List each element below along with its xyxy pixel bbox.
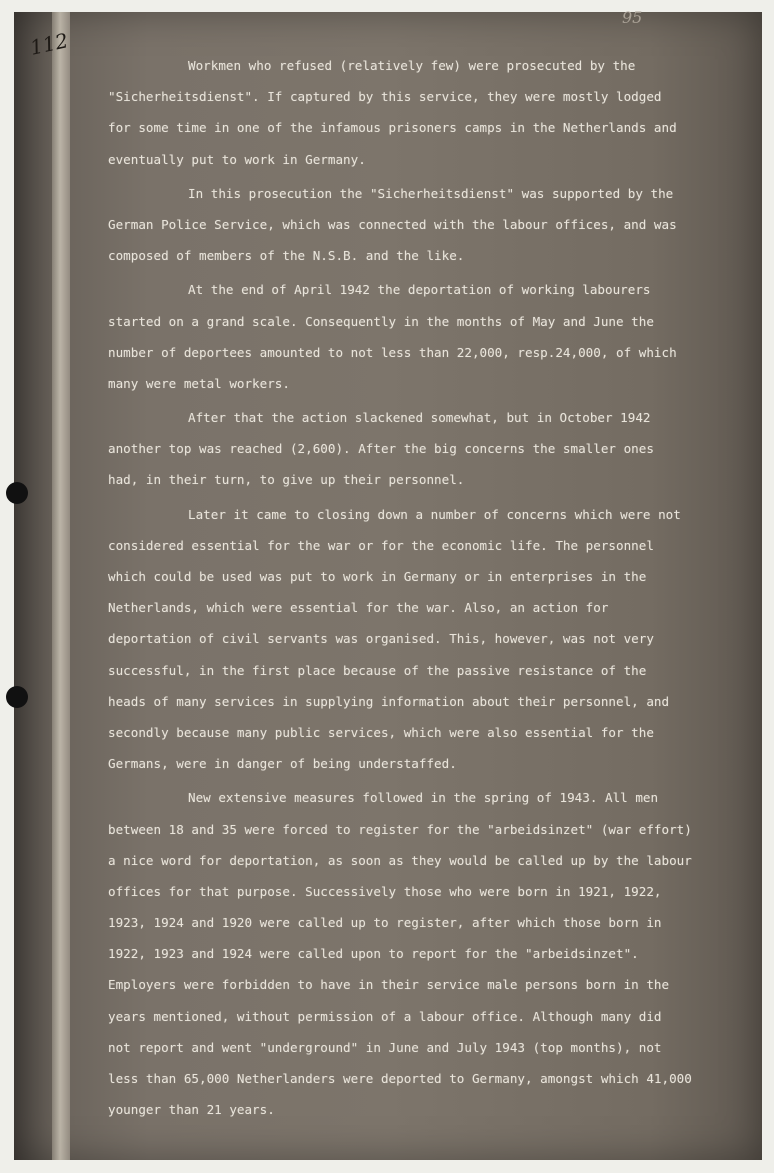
text-line: a nice word for deportation, as soon as they would be called up by the labour xyxy=(108,852,692,868)
text-line: composed of members of the N.S.B. and the like. xyxy=(108,248,465,264)
text-line: At the end of April 1942 the deportation of working labourers xyxy=(188,282,651,298)
text-line: another top was reached (2,600). After the big concerns the smaller ones xyxy=(108,441,654,457)
faint-folio-number: 95 xyxy=(622,8,643,27)
text-line: offices for that purpose. Successively those who were born in 1921, 1922, xyxy=(108,883,662,899)
paper-fold-strip xyxy=(52,12,70,1160)
text-line: not report and went "underground" in June and July 1943 (top months), not xyxy=(108,1039,662,1055)
text-line: deportation of civil servants was organised. This, however, was not very xyxy=(108,631,654,647)
text-line: "Sicherheitsdienst". If captured by this service, they were mostly lodged xyxy=(108,89,662,105)
text-line: had, in their turn, to give up their personnel. xyxy=(108,472,465,488)
text-line: years mentioned, without permission of a labour office. Although many did xyxy=(108,1008,662,1024)
text-line: secondly because many public services, which were also essential for the xyxy=(108,724,654,740)
punch-hole-lower xyxy=(6,686,28,708)
text-line: 1923, 1924 and 1920 were called up to register, after which those born in xyxy=(108,915,662,931)
text-line: successful, in the first place because of the passive resistance of the xyxy=(108,662,647,678)
paragraph xyxy=(108,782,728,1125)
text-line: Germans, were in danger of being understaffed. xyxy=(108,756,457,772)
paragraph xyxy=(108,274,728,399)
text-line: Employers were forbidden to have in their service male persons born in the xyxy=(108,977,670,993)
punch-hole-upper xyxy=(6,482,28,504)
text-line: considered essential for the war or for the economic life. The personnel xyxy=(108,537,654,553)
text-line: After that the action slackened somewhat, but in October 1942 xyxy=(188,410,651,426)
handwritten-page-number: 112 xyxy=(27,28,71,60)
text-line: German Police Service, which was connected with the labour offices, and was xyxy=(108,216,677,232)
typed-text-body xyxy=(108,50,728,1125)
paragraph xyxy=(108,499,728,780)
paragraph xyxy=(108,178,728,272)
text-line: eventually put to work in Germany. xyxy=(108,151,366,167)
paragraph xyxy=(108,50,728,175)
text-line: In this prosecution the "Sicherheitsdienst" was supported by the xyxy=(188,185,674,201)
text-line: heads of many services in supplying information about their personnel, and xyxy=(108,693,670,709)
text-line: 1922, 1923 and 1924 were called upon to report for the "arbeidsinzet". xyxy=(108,946,639,962)
text-line: Netherlands, which were essential for the war. Also, an action for xyxy=(108,600,609,616)
text-line: which could be used was put to work in Germany or in enterprises in the xyxy=(108,569,647,584)
text-line: between 18 and 35 were forced to register for the "arbeidsinzet" (war effort) xyxy=(108,821,692,837)
text-line: less than 65,000 Netherlanders were deported to Germany, amongst which 41,000 xyxy=(108,1071,692,1086)
text-line: started on a grand scale. Consequently in the months of May and June the xyxy=(108,313,654,329)
paragraph xyxy=(108,402,728,496)
text-line: Later it came to closing down a number of concerns which were not xyxy=(188,506,681,522)
text-line: New extensive measures followed in the spring of 1943. All men xyxy=(188,790,659,806)
text-line: for some time in one of the infamous prisoners camps in the Netherlands and xyxy=(108,120,677,136)
text-line: younger than 21 years. xyxy=(108,1102,275,1118)
text-line: number of deportees amounted to not less than 22,000, resp.24,000, of which xyxy=(108,344,677,360)
text-line: many were metal workers. xyxy=(108,375,290,391)
text-line: Workmen who refused (relatively few) were prosecuted by the xyxy=(188,58,636,73)
